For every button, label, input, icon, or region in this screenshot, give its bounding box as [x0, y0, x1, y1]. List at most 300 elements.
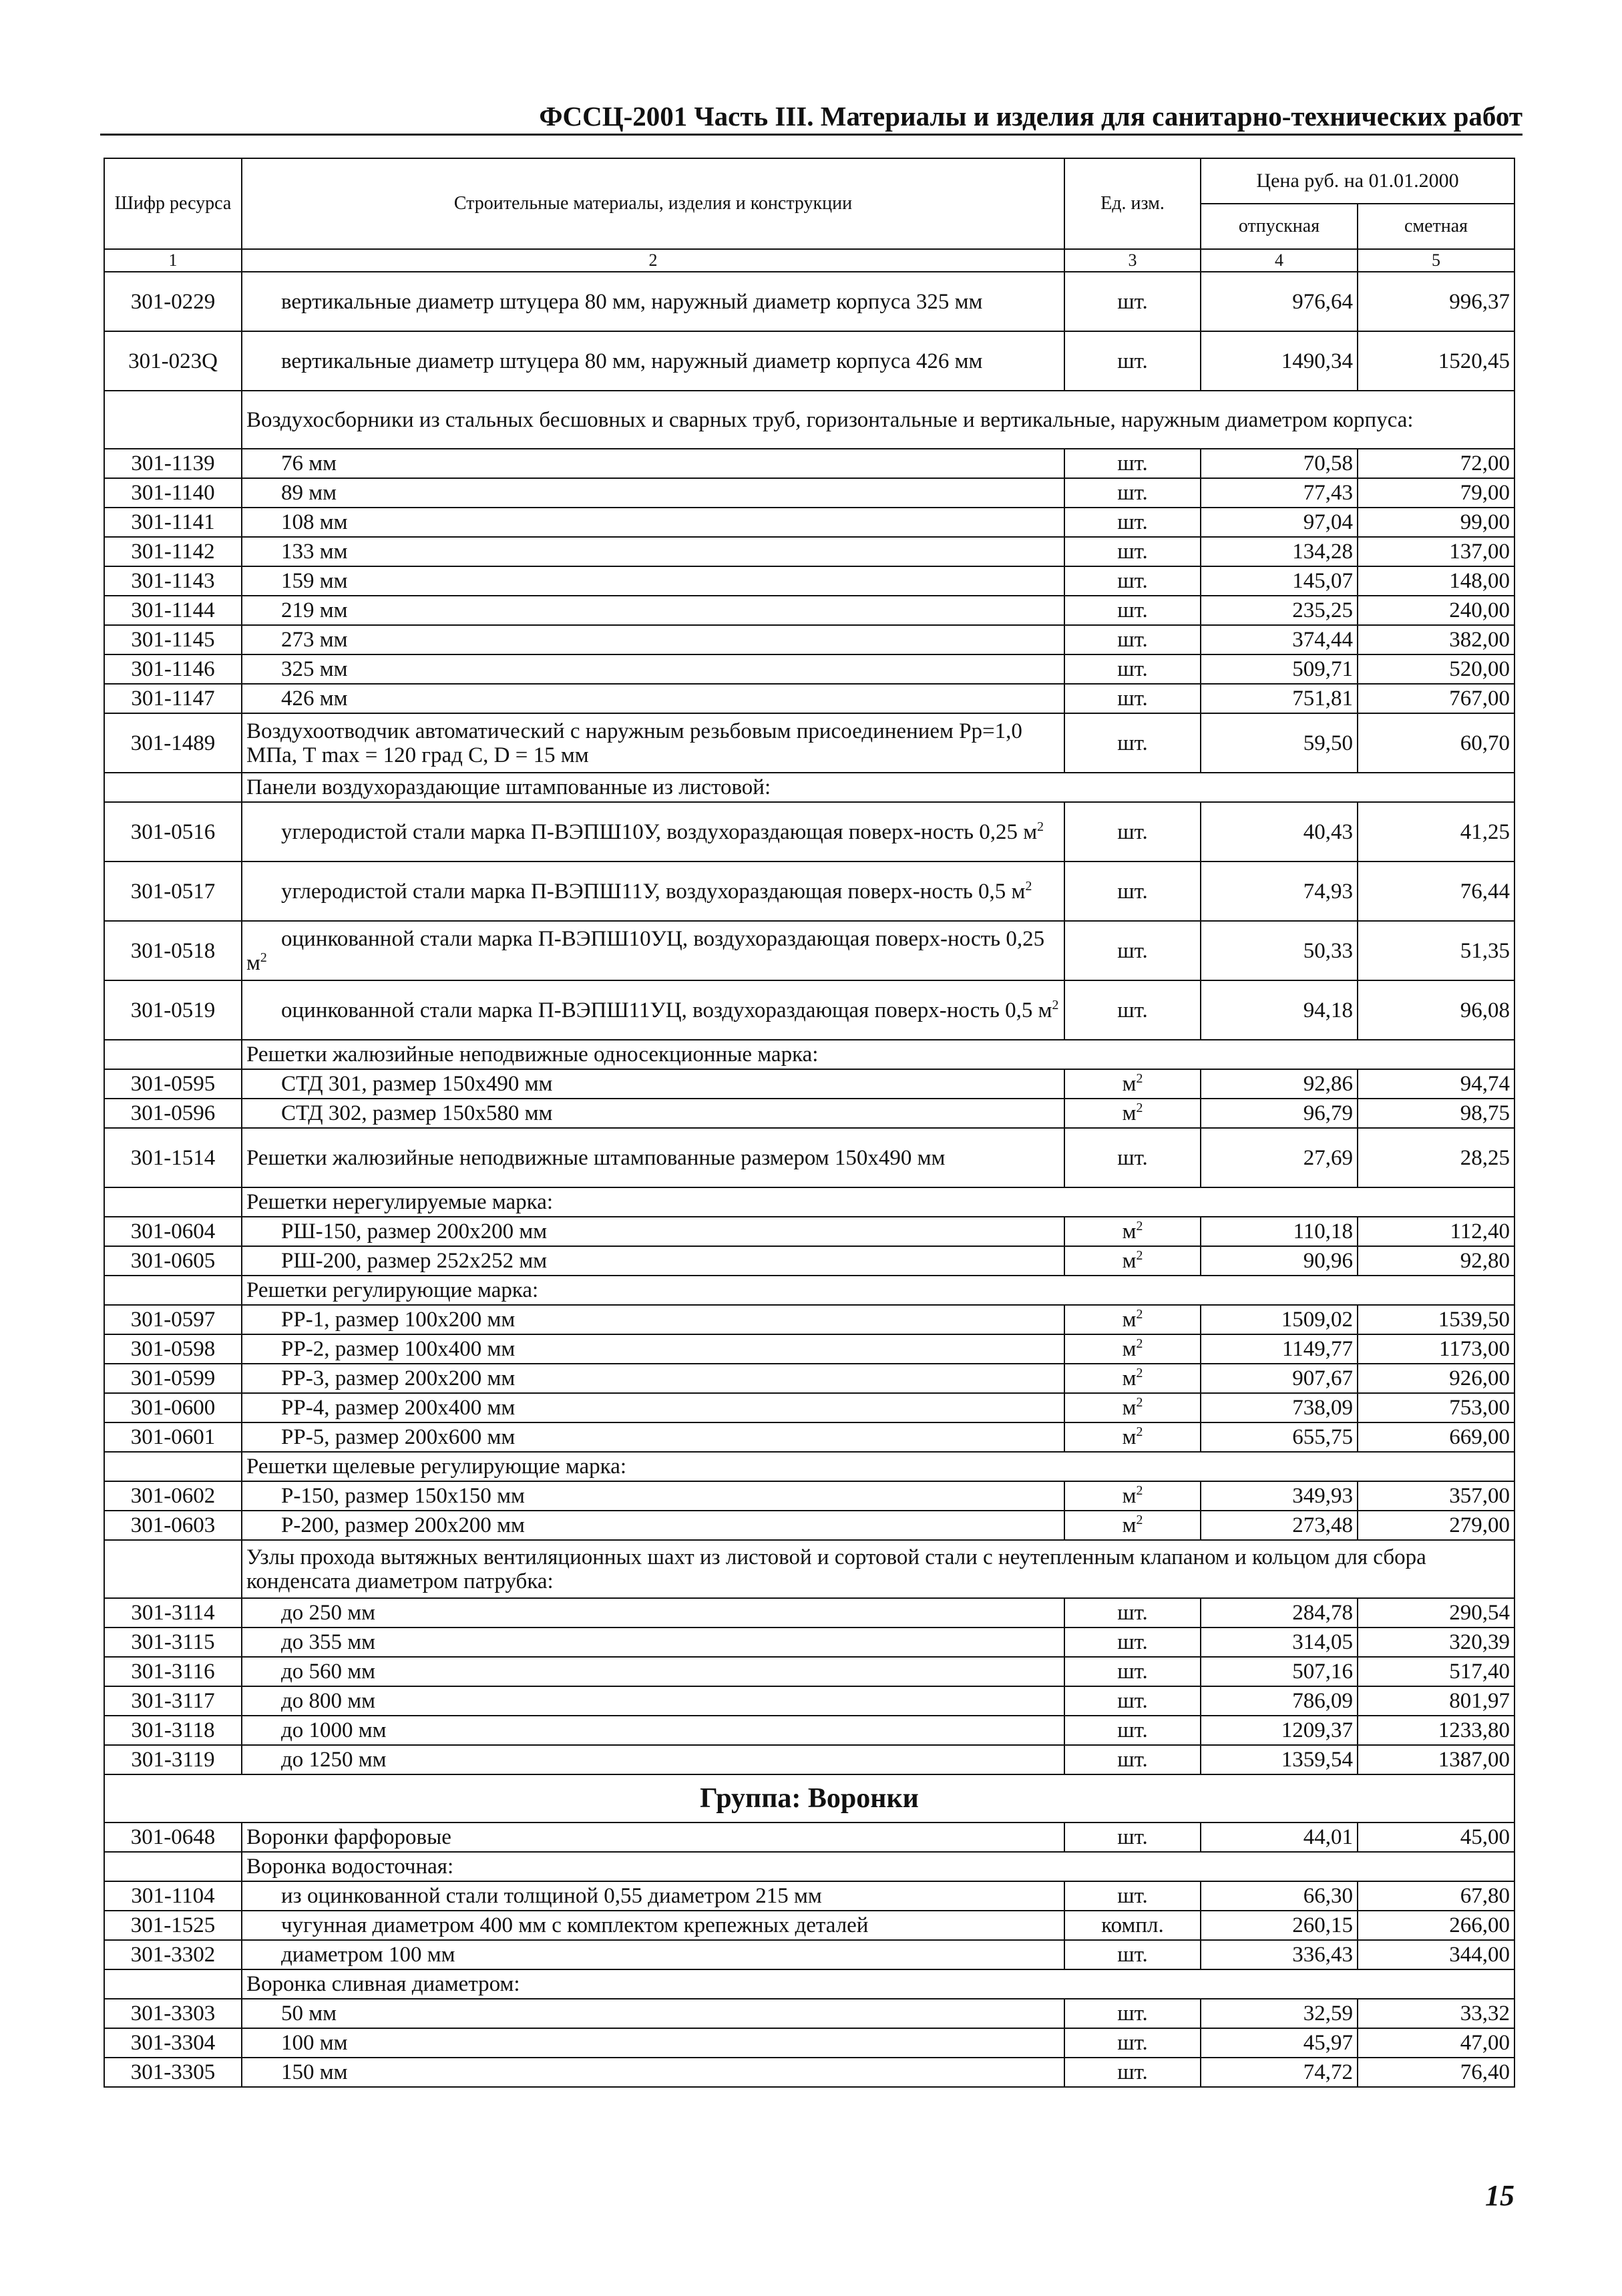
release-price: 134,28: [1201, 537, 1358, 566]
table-row: [104, 331, 1514, 391]
item-name-text: 100 мм: [281, 2031, 348, 2055]
section-heading-row: [104, 1276, 1514, 1305]
item-name-text: оцинкованной стали марка П-ВЭПШ11УЦ, воздухораздающая поверх-ность 0,5 м: [281, 998, 1052, 1022]
estimate-price: 79,00: [1358, 478, 1514, 508]
item-name-text: 273 мм: [281, 628, 348, 652]
unit: [1064, 478, 1201, 508]
resource-code: 301-1141: [104, 508, 242, 537]
table-row: [104, 508, 1514, 537]
unit-superscript: 2: [1136, 1366, 1143, 1380]
resource-code-empty: [104, 1187, 242, 1217]
unit: [1064, 713, 1201, 773]
resource-code: 301-1489: [104, 713, 242, 773]
estimate-price: 801,97: [1358, 1686, 1514, 1716]
resource-code: 301-1514: [104, 1128, 242, 1187]
unit-text: шт.: [1117, 2060, 1148, 2084]
item-name: [242, 1334, 1064, 1364]
estimate-price: 266,00: [1358, 1911, 1514, 1940]
release-price: 260,15: [1201, 1911, 1358, 1940]
item-name-superscript: 2: [1025, 878, 1032, 894]
item-name-text: до 1250 мм: [281, 1748, 387, 1772]
item-name-text: вертикальные диаметр штуцера 80 мм, наружный диаметр корпуса 426 мм: [281, 349, 983, 373]
col-header-code: Шифр ресурса: [104, 158, 242, 249]
resource-code: 301-3119: [104, 1745, 242, 1774]
item-name: [242, 1069, 1064, 1099]
unit: [1064, 508, 1201, 537]
resource-code: 301-0605: [104, 1246, 242, 1276]
estimate-price: 112,40: [1358, 1217, 1514, 1246]
estimate-price: 357,00: [1358, 1481, 1514, 1511]
table-row: [104, 684, 1514, 713]
section-heading: Решетки щелевые регулирующие марка:: [242, 1452, 1514, 1481]
unit-text: шт.: [1117, 628, 1148, 652]
item-name-text: 426 мм: [281, 687, 348, 711]
estimate-price: 92,80: [1358, 1246, 1514, 1276]
table-row: [104, 478, 1514, 508]
item-name: [242, 1364, 1064, 1393]
item-name: [242, 862, 1064, 921]
item-name-text: до 560 мм: [281, 1660, 376, 1684]
resource-code-empty: [104, 773, 242, 802]
table-row: [104, 1305, 1514, 1334]
item-name: [242, 272, 1064, 331]
unit: [1064, 1911, 1201, 1940]
unit-text: шт.: [1117, 657, 1148, 681]
item-name: [242, 1305, 1064, 1334]
table-row: [104, 1745, 1514, 1774]
item-name: [242, 1716, 1064, 1745]
col-number-5: 5: [1358, 249, 1514, 272]
unit-text: шт.: [1117, 731, 1148, 755]
unit-text: м: [1122, 1249, 1137, 1273]
unit-text: м: [1122, 1101, 1137, 1125]
table-row: [104, 2028, 1514, 2058]
unit: [1064, 1305, 1201, 1334]
unit-text: компл.: [1101, 1913, 1164, 1937]
release-price: 751,81: [1201, 684, 1358, 713]
section-heading: Воздухосборники из стальных бесшовных и сварных труб, горизонтальные и вертикальные, наружным диаметром корпуса:: [242, 391, 1514, 449]
section-heading: Решетки регулирующие марка:: [242, 1276, 1514, 1305]
col-number-1: 1: [104, 249, 242, 272]
estimate-price: 76,44: [1358, 862, 1514, 921]
page-header-title: ФССЦ-2001 Часть III. Материалы и изделия для санитарно-технических работ: [539, 101, 1523, 132]
col-number-2: 2: [242, 249, 1064, 272]
estimate-price: 96,08: [1358, 980, 1514, 1040]
item-name: [242, 449, 1064, 478]
estimate-price: 47,00: [1358, 2028, 1514, 2058]
table-row: [104, 1598, 1514, 1628]
unit-superscript: 2: [1136, 1395, 1143, 1410]
estimate-price: 290,54: [1358, 1598, 1514, 1628]
item-name-text: 133 мм: [281, 540, 348, 564]
table-row: [104, 596, 1514, 625]
release-price: 145,07: [1201, 566, 1358, 596]
unit: [1064, 862, 1201, 921]
unit-text: м: [1122, 1308, 1137, 1332]
estimate-price: 1387,00: [1358, 1745, 1514, 1774]
estimate-price: 94,74: [1358, 1069, 1514, 1099]
resource-code: 301-0598: [104, 1334, 242, 1364]
col-number-4: 4: [1201, 249, 1358, 272]
table-row: [104, 1511, 1514, 1540]
item-name: [242, 2028, 1064, 2058]
unit-text: м: [1122, 1484, 1137, 1508]
release-price: 509,71: [1201, 654, 1358, 684]
item-name: [242, 1657, 1064, 1686]
estimate-price: 67,80: [1358, 1881, 1514, 1911]
table-row: [104, 1628, 1514, 1657]
estimate-price: 76,40: [1358, 2058, 1514, 2087]
section-heading: Воронка сливная диаметром:: [242, 1969, 1514, 1999]
resource-code: 301-3114: [104, 1598, 242, 1628]
item-name: [242, 2058, 1064, 2087]
unit-text: шт.: [1117, 879, 1148, 904]
resource-code: 301-1140: [104, 478, 242, 508]
table-row: [104, 654, 1514, 684]
unit: [1064, 566, 1201, 596]
estimate-price: 996,37: [1358, 272, 1514, 331]
unit: [1064, 1422, 1201, 1452]
table-row: [104, 566, 1514, 596]
price-table: [104, 158, 1515, 2088]
item-name-superscript: 2: [260, 950, 267, 965]
unit-text: шт.: [1117, 2031, 1148, 2055]
item-name: [242, 1393, 1064, 1422]
item-name-text: оцинкованной стали марка П-ВЭПШ10УЦ, воздухораздающая поверх-ность 0,25 м: [246, 926, 1045, 975]
resource-code: 301-0597: [104, 1305, 242, 1334]
unit: [1064, 1069, 1201, 1099]
col-header-estimate: сметная: [1358, 204, 1514, 249]
item-name-text: 89 мм: [281, 481, 337, 505]
table-row: [104, 862, 1514, 921]
resource-code: 301-0229: [104, 272, 242, 331]
resource-code: 301-0648: [104, 1823, 242, 1852]
unit: [1064, 596, 1201, 625]
table-row: [104, 921, 1514, 980]
resource-code: 301-0602: [104, 1481, 242, 1511]
release-price: 74,72: [1201, 2058, 1358, 2087]
section-heading: Решетки жалюзийные неподвижные односекционные марка:: [242, 1040, 1514, 1069]
unit-superscript: 2: [1136, 1071, 1143, 1086]
unit-text: м: [1122, 1072, 1137, 1096]
resource-code: 301-1144: [104, 596, 242, 625]
release-price: 70,58: [1201, 449, 1358, 478]
section-heading-row: [104, 1040, 1514, 1069]
resource-code: 301-1142: [104, 537, 242, 566]
unit: [1064, 272, 1201, 331]
unit-text: шт.: [1117, 1718, 1148, 1742]
resource-code: 301-1146: [104, 654, 242, 684]
unit-text: шт.: [1117, 451, 1148, 475]
resource-code: 301-0601: [104, 1422, 242, 1452]
estimate-price: 520,00: [1358, 654, 1514, 684]
unit-text: шт.: [1117, 1601, 1148, 1625]
item-name: [242, 921, 1064, 980]
release-price: 1490,34: [1201, 331, 1358, 391]
release-price: 27,69: [1201, 1128, 1358, 1187]
resource-code: 301-0517: [104, 862, 242, 921]
release-price: 96,79: [1201, 1099, 1358, 1128]
section-heading-row: [104, 391, 1514, 449]
item-name-text: РР-3, размер 200х200 мм: [281, 1366, 516, 1390]
unit-superscript: 2: [1136, 1248, 1143, 1263]
unit: [1064, 1598, 1201, 1628]
release-price: 1359,54: [1201, 1745, 1358, 1774]
estimate-price: 51,35: [1358, 921, 1514, 980]
release-price: 507,16: [1201, 1657, 1358, 1686]
table-row: [104, 802, 1514, 862]
estimate-price: 669,00: [1358, 1422, 1514, 1452]
estimate-price: 28,25: [1358, 1128, 1514, 1187]
unit-text: шт.: [1117, 510, 1148, 534]
release-price: 336,43: [1201, 1940, 1358, 1969]
table-row: [104, 272, 1514, 331]
item-name-text: 159 мм: [281, 569, 348, 593]
release-price: 1509,02: [1201, 1305, 1358, 1334]
item-name: [242, 1217, 1064, 1246]
unit-text: м: [1122, 1366, 1137, 1390]
header-rule: [100, 134, 1523, 136]
unit-text: м: [1122, 1219, 1137, 1243]
release-price: 32,59: [1201, 1999, 1358, 2028]
item-name: [242, 1881, 1064, 1911]
unit-superscript: 2: [1136, 1336, 1143, 1351]
unit-text: шт.: [1117, 998, 1148, 1022]
unit: [1064, 1511, 1201, 1540]
resource-code: 301-1143: [104, 566, 242, 596]
table-row: [104, 713, 1514, 773]
resource-code-empty: [104, 1852, 242, 1881]
release-price: 1209,37: [1201, 1716, 1358, 1745]
section-heading: Узлы прохода вытяжных вентиляционных шахт из листовой и сортовой стали с неутепленным клапаном и кольцом для сбора конденсата диаметром патрубка:: [242, 1540, 1514, 1598]
unit: [1064, 1657, 1201, 1686]
table-row: [104, 1940, 1514, 1969]
unit-text: шт.: [1117, 481, 1148, 505]
item-name-text: РР-4, размер 200х400 мм: [281, 1396, 516, 1420]
release-price: 44,01: [1201, 1823, 1358, 1852]
column-number-row: [104, 249, 1514, 272]
item-name: [242, 713, 1064, 773]
unit: [1064, 1128, 1201, 1187]
resource-code: 301-3117: [104, 1686, 242, 1716]
unit: [1064, 331, 1201, 391]
unit: [1064, 980, 1201, 1040]
unit: [1064, 1393, 1201, 1422]
estimate-price: 320,39: [1358, 1628, 1514, 1657]
estimate-price: 753,00: [1358, 1393, 1514, 1422]
unit-text: шт.: [1117, 1689, 1148, 1713]
item-name: [242, 1823, 1064, 1852]
item-name-text: до 800 мм: [281, 1689, 376, 1713]
estimate-price: 137,00: [1358, 537, 1514, 566]
resource-code: 301-1104: [104, 1881, 242, 1911]
release-price: 66,30: [1201, 1881, 1358, 1911]
item-name-text: РР-5, размер 200х600 мм: [281, 1425, 516, 1449]
item-name: [242, 802, 1064, 862]
item-name: [242, 1628, 1064, 1657]
item-name: [242, 1686, 1064, 1716]
estimate-price: 517,40: [1358, 1657, 1514, 1686]
release-price: 976,64: [1201, 272, 1358, 331]
release-price: 59,50: [1201, 713, 1358, 773]
release-price: 50,33: [1201, 921, 1358, 980]
release-price: 77,43: [1201, 478, 1358, 508]
item-name: [242, 478, 1064, 508]
resource-code: 301-0519: [104, 980, 242, 1040]
unit: [1064, 802, 1201, 862]
item-name: [242, 1598, 1064, 1628]
item-name: [242, 596, 1064, 625]
release-price: 97,04: [1201, 508, 1358, 537]
resource-code: 301-1145: [104, 625, 242, 654]
item-name-text: СТД 301, размер 150х490 мм: [281, 1072, 553, 1096]
estimate-price: 148,00: [1358, 566, 1514, 596]
unit-superscript: 2: [1136, 1513, 1143, 1527]
item-name: [242, 1940, 1064, 1969]
item-name-text: 150 мм: [281, 2060, 348, 2084]
unit: [1064, 1099, 1201, 1128]
table-row: [104, 1246, 1514, 1276]
item-name-text: Р-200, размер 200х200 мм: [281, 1513, 525, 1537]
table-row: [104, 1099, 1514, 1128]
resource-code-empty: [104, 1969, 242, 1999]
section-heading-row: [104, 1187, 1514, 1217]
unit-superscript: 2: [1136, 1307, 1143, 1322]
resource-code: 301-3118: [104, 1716, 242, 1745]
table-row: [104, 2058, 1514, 2087]
unit: [1064, 654, 1201, 684]
item-name: [242, 654, 1064, 684]
unit-text: м: [1122, 1337, 1137, 1361]
resource-code: 301-023Q: [104, 331, 242, 391]
item-name-text: до 1000 мм: [281, 1718, 387, 1742]
item-name-text: Р-150, размер 150х150 мм: [281, 1484, 525, 1508]
release-price: 786,09: [1201, 1686, 1358, 1716]
unit: [1064, 1246, 1201, 1276]
estimate-price: 72,00: [1358, 449, 1514, 478]
estimate-price: 279,00: [1358, 1511, 1514, 1540]
table-row: [104, 625, 1514, 654]
item-name-text: РР-2, размер 100х400 мм: [281, 1337, 516, 1361]
unit: [1064, 921, 1201, 980]
resource-code: 301-1147: [104, 684, 242, 713]
resource-code-empty: [104, 391, 242, 449]
estimate-price: 60,70: [1358, 713, 1514, 773]
item-name: [242, 625, 1064, 654]
unit: [1064, 1999, 1201, 2028]
unit-text: шт.: [1117, 1943, 1148, 1967]
release-price: 738,09: [1201, 1393, 1358, 1422]
item-name-text: диаметром 100 мм: [281, 1943, 455, 1967]
estimate-price: 926,00: [1358, 1364, 1514, 1393]
release-price: 94,18: [1201, 980, 1358, 1040]
resource-code: 301-3115: [104, 1628, 242, 1657]
unit: [1064, 684, 1201, 713]
unit-superscript: 2: [1136, 1424, 1143, 1439]
page-number: 15: [1485, 2179, 1514, 2212]
table-row: [104, 1217, 1514, 1246]
item-name-text: Решетки жалюзийные неподвижные штампованные размером 150х490 мм: [246, 1145, 946, 1170]
item-name: [242, 331, 1064, 391]
item-name: [242, 566, 1064, 596]
item-name: [242, 1999, 1064, 2028]
unit-text: шт.: [1117, 819, 1148, 844]
unit: [1064, 2058, 1201, 2087]
resource-code: 301-3304: [104, 2028, 242, 2058]
resource-code-empty: [104, 1040, 242, 1069]
item-name-text: РШ-200, размер 252х252 мм: [281, 1249, 548, 1273]
resource-code: 301-0596: [104, 1099, 242, 1128]
unit: [1064, 1334, 1201, 1364]
table-row: [104, 1716, 1514, 1745]
unit: [1064, 1217, 1201, 1246]
item-name-text: 50 мм: [281, 2001, 337, 2026]
unit-text: шт.: [1117, 1825, 1148, 1849]
release-price: 40,43: [1201, 802, 1358, 862]
resource-code: 301-3303: [104, 1999, 242, 2028]
resource-code: 301-3302: [104, 1940, 242, 1969]
unit: [1064, 625, 1201, 654]
estimate-price: 1520,45: [1358, 331, 1514, 391]
col-header-release: отпускная: [1201, 204, 1358, 249]
item-name-text: до 250 мм: [281, 1601, 376, 1625]
estimate-price: 45,00: [1358, 1823, 1514, 1852]
resource-code-empty: [104, 1276, 242, 1305]
resource-code: 301-0600: [104, 1393, 242, 1422]
resource-code: 301-0599: [104, 1364, 242, 1393]
release-price: 110,18: [1201, 1217, 1358, 1246]
section-heading: Решетки нерегулируемые марка:: [242, 1187, 1514, 1217]
item-name-text: Воронки фарфоровые: [246, 1825, 451, 1849]
item-name-text: до 355 мм: [281, 1630, 376, 1654]
estimate-price: 1233,80: [1358, 1716, 1514, 1745]
unit-text: шт.: [1117, 1660, 1148, 1684]
item-name-text: РР-1, размер 100х200 мм: [281, 1308, 516, 1332]
col-number-3: 3: [1064, 249, 1201, 272]
item-name: [242, 508, 1064, 537]
unit-text: шт.: [1117, 687, 1148, 711]
item-name-text: Воздухоотводчик автоматический с наружным резьбовым присоединением Рр=1,0 МПа, Т max = 120 град С, D = 15 мм: [246, 719, 1022, 767]
unit-text: шт.: [1117, 569, 1148, 593]
item-name-text: 108 мм: [281, 510, 348, 534]
item-name: [242, 1099, 1064, 1128]
table-row: [104, 980, 1514, 1040]
release-price: 314,05: [1201, 1628, 1358, 1657]
unit-text: шт.: [1117, 540, 1148, 564]
resource-code: 301-0516: [104, 802, 242, 862]
item-name: [242, 1745, 1064, 1774]
group-title-row: [104, 1774, 1514, 1823]
unit: [1064, 1881, 1201, 1911]
unit: [1064, 1823, 1201, 1852]
table-row: [104, 1999, 1514, 2028]
item-name: [242, 980, 1064, 1040]
estimate-price: 41,25: [1358, 802, 1514, 862]
unit: [1064, 1716, 1201, 1745]
item-name-text: 219 мм: [281, 598, 348, 622]
estimate-price: 767,00: [1358, 684, 1514, 713]
estimate-price: 1173,00: [1358, 1334, 1514, 1364]
item-name: [242, 684, 1064, 713]
unit-text: шт.: [1117, 598, 1148, 622]
resource-code-empty: [104, 1540, 242, 1598]
table-row: [104, 449, 1514, 478]
table-row: [104, 1911, 1514, 1940]
release-price: 655,75: [1201, 1422, 1358, 1452]
item-name: [242, 1128, 1064, 1187]
col-header-name: Строительные материалы, изделия и конструкции: [242, 158, 1064, 249]
item-name-text: углеродистой стали марка П-ВЭПШ11У, воздухораздающая поверх-ность 0,5 м: [281, 879, 1026, 904]
